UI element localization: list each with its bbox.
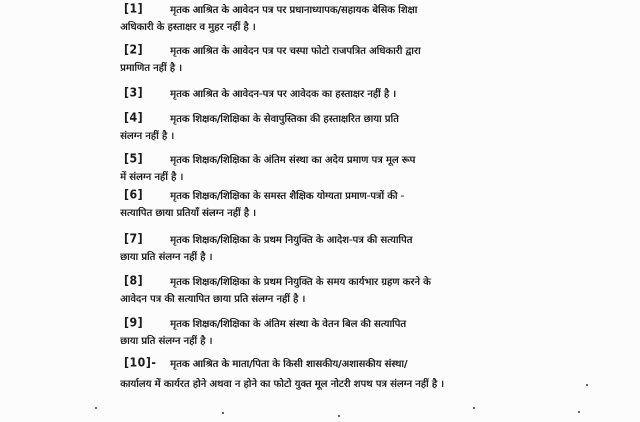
item-text-line2: आवेदन पत्र की सत्यापित छाया प्रति संलग्न नहीं है ।: [120, 294, 306, 305]
item-number: [5]: [124, 151, 144, 166]
item-text-line2: में संलग्न नहीं है ।: [120, 172, 184, 183]
item-text-line1: मृतक आश्रित के आवेदन पत्र पर चस्पा फोटो राजपत्रित अधिकारी द्वारा: [170, 46, 421, 57]
item-text-line1: मृतक आश्रित के आवेदन-पत्र पर आवेदक का हस्ताक्षर नहीं है ।: [170, 89, 396, 100]
item-number: [3]: [124, 85, 144, 100]
item-number: [9]: [124, 315, 144, 330]
item-text-line2: प्रमाणित नहीं है ।: [120, 63, 182, 74]
item-text-line1: मृतक शिक्षक/शिक्षिका के समस्त शैक्षिक योग्यता प्रमाण-पत्रों की -: [170, 191, 405, 202]
scan-speck: [473, 407, 475, 409]
item-number: [10]-: [124, 355, 157, 370]
scan-speck: [578, 411, 580, 413]
item-text-line1: मृतक शिक्षक/शिक्षिका के सेवापुस्तिका की हस्ताक्षरित छाया प्रति: [170, 114, 399, 125]
scan-speck: [95, 407, 97, 409]
scan-speck: [586, 384, 588, 386]
item-text-line1: मृतक शिक्षक/शिक्षिका के प्रथम नियुक्ति के समय कार्यभार ग्रहण करने के: [170, 277, 431, 288]
item-text-line1: मृतक शिक्षक/शिक्षिका के अंतिम संस्था के वेतन बिल की सत्यापित: [170, 319, 406, 330]
item-text-line2: छाया प्रति संलग्न नहीं है ।: [120, 252, 213, 263]
scan-speck: [338, 415, 340, 417]
item-text-line2: कार्यालय में कार्यरत होने अथवा न होने का फोटो युक्त मूल नोटरी शपथ पत्र संलग्न नहीं है ।: [120, 379, 444, 390]
item-text-line1: मृतक शिक्षक/शिक्षिका के प्रथम नियुक्ति के आदेश-पत्र की सत्यापित: [170, 235, 413, 246]
item-number: [6]: [124, 187, 144, 202]
item-text-line2: छाया प्रति संलग्न नहीं है ।: [120, 336, 213, 347]
scan-speck: [222, 412, 224, 414]
item-text-line2: संलग्न नहीं है ।: [120, 131, 174, 142]
item-text-line2: सत्यापित छाया प्रतियाँ संलग्न नहीं है ।: [120, 208, 256, 219]
item-text-line1: मृतक आश्रित के आवेदन पत्र पर प्रधानाध्यापक/सहायक बेसिक शिक्षा: [170, 5, 418, 16]
item-text-line2: अधिकारी के हस्ताक्षर व मुहर नहीं है ।: [120, 22, 256, 33]
item-number: [4]: [124, 110, 144, 125]
item-number: [2]: [124, 42, 144, 57]
item-number: [1]: [124, 1, 144, 16]
item-number: [7]: [124, 231, 144, 246]
item-text-line1: मृतक आश्रित के माता/पिता के किसी शासकीय/अशासकीय संस्था/: [170, 359, 408, 370]
item-text-line1: मृतक शिक्षक/शिक्षिका के अंतिम संस्था का अदेय प्रमाण पत्र मूल रूप: [170, 155, 416, 166]
item-number: [8]: [124, 273, 144, 288]
